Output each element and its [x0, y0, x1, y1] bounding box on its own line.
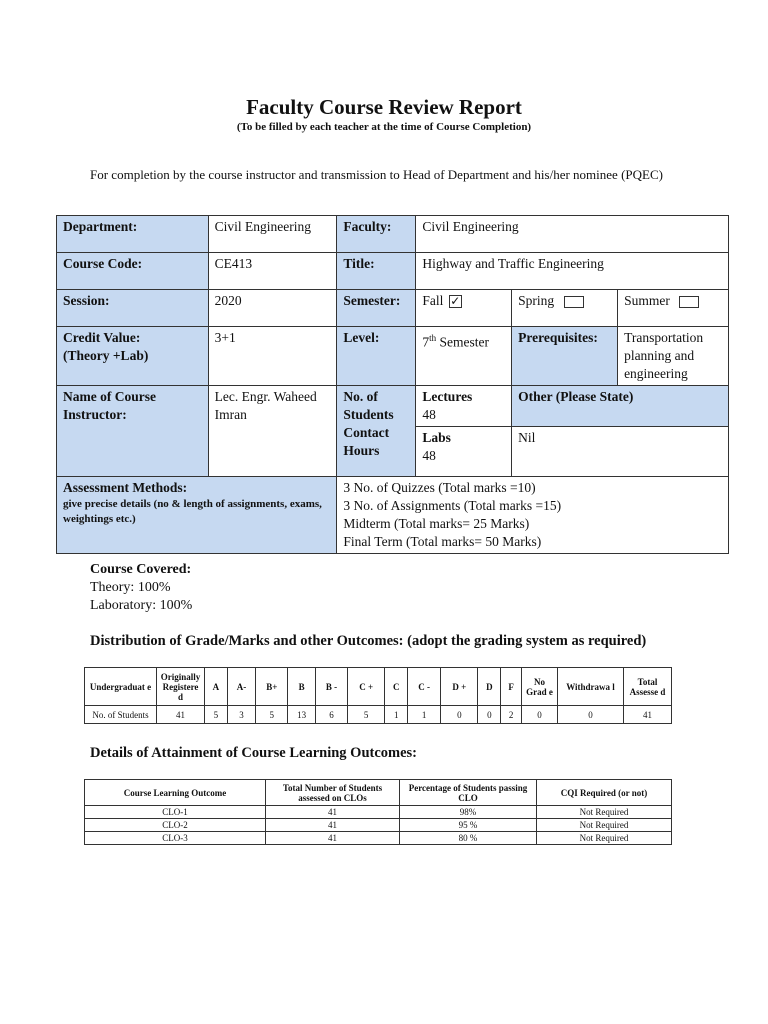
credit-value: 3+1 [208, 327, 337, 386]
grade-cell: 41 [624, 706, 672, 724]
grade-header: D [478, 668, 501, 706]
department-value: Civil Engineering [208, 216, 337, 253]
other-label: Other (Please State) [512, 386, 729, 427]
assessment-hint: give precise details (no & length of assignments, exams, weightings etc.) [63, 498, 322, 525]
title-label: Title: [337, 253, 416, 290]
instructor-label: Name of Course Instructor: [57, 386, 209, 477]
grade-cell: 2 [501, 706, 522, 724]
grade-cell: 5 [205, 706, 228, 724]
report-title: Faculty Course Review Report [246, 95, 522, 119]
intro-text: For completion by the course instructor and transmission to Head of Department and his/her nominee (PQEC) [90, 167, 663, 182]
clo-cell: CLO-2 [85, 819, 266, 832]
clo-table [84, 779, 672, 845]
clo-header: Course Learning Outcome [85, 780, 266, 806]
session-label: Session: [57, 290, 209, 327]
students-hours-label: No. of Students Contact Hours [337, 386, 416, 477]
spring-checkbox[interactable] [564, 296, 584, 308]
labs-label: Labs [422, 430, 451, 445]
grade-cell: 5 [348, 706, 385, 724]
assessment-line: 3 No. of Quizzes (Total marks =10) [343, 480, 536, 495]
clo-cell: 95 % [400, 819, 537, 832]
table-row [85, 806, 672, 819]
grade-header: C + [348, 668, 385, 706]
grade-header: B+ [256, 668, 288, 706]
clo-header: Percentage of Students passing CLO [400, 780, 537, 806]
grade-cell: 13 [288, 706, 316, 724]
assessment-line: 3 No. of Assignments (Total marks =15) [343, 498, 562, 513]
level-suffix: th [429, 333, 437, 343]
clo-heading: Details of Attainment of Course Learning Outcomes: [90, 745, 418, 761]
department-label: Department: [57, 216, 209, 253]
level-number: 7 [422, 334, 430, 350]
credit-label-line1: Credit Value: [63, 330, 141, 345]
grade-cell: 1 [385, 706, 408, 724]
report-subtitle: (To be filled by each teacher at the time of Course Completion) [236, 121, 532, 133]
clo-cell: CLO-3 [85, 832, 266, 845]
semester-fall-label: Fall [422, 293, 444, 308]
level-value [416, 327, 512, 386]
table-row [85, 819, 672, 832]
grade-cell: 0 [478, 706, 501, 724]
clo-cell: Not Required [537, 819, 672, 832]
grade-cell: 5 [256, 706, 288, 724]
lectures-cell [416, 386, 512, 427]
grade-cell: 6 [315, 706, 347, 724]
grade-distribution-table [84, 667, 672, 724]
grade-header: C - [408, 668, 441, 706]
table-row [85, 706, 672, 724]
session-value: 2020 [208, 290, 337, 327]
assessment-label: Assessment Methods: [63, 480, 188, 495]
clo-cell: CLO-1 [85, 806, 266, 819]
other-value: Nil [512, 427, 729, 477]
faculty-label: Faculty: [337, 216, 416, 253]
assessment-label-cell [57, 477, 337, 554]
clo-cell: 80 % [400, 832, 537, 845]
grade-header: Originally Registere d [157, 668, 205, 706]
table-row [85, 832, 672, 845]
grade-header: No Grad e [522, 668, 558, 706]
grade-header: Withdrawa l [558, 668, 624, 706]
semester-spring-cell [512, 290, 618, 327]
grade-cell: 0 [522, 706, 558, 724]
grade-header: C [385, 668, 408, 706]
lectures-value: 48 [422, 407, 436, 422]
semester-summer-cell [618, 290, 729, 327]
credit-label-line2: (Theory +Lab) [63, 348, 149, 363]
grade-cell: 41 [157, 706, 205, 724]
assessment-line: Final Term (Total marks= 50 Marks) [343, 534, 542, 549]
course-code-value: CE413 [208, 253, 337, 290]
clo-header: Total Number of Students assessed on CLOs [266, 780, 400, 806]
level-label: Level: [337, 327, 416, 386]
semester-summer-label: Summer [624, 293, 670, 308]
labs-cell [416, 427, 512, 477]
semester-fall-cell [416, 290, 512, 327]
assessment-line: Midterm (Total marks= 25 Marks) [343, 516, 530, 531]
clo-cell: 41 [266, 832, 400, 845]
instructor-value: Lec. Engr. Waheed Imran [208, 386, 337, 477]
labs-value: 48 [422, 448, 436, 463]
prerequisites-value: Transportation planning and engineering [618, 327, 729, 386]
clo-cell: 41 [266, 819, 400, 832]
distribution-heading: Distribution of Grade/Marks and other Outcomes: (adopt the grading system as required) [90, 633, 647, 649]
grade-header: D + [441, 668, 478, 706]
grade-header: F [501, 668, 522, 706]
clo-cell: 41 [266, 806, 400, 819]
theory-coverage: Theory: 100% [90, 580, 171, 595]
clo-cell: 98% [400, 806, 537, 819]
faculty-value: Civil Engineering [416, 216, 729, 253]
credit-label [57, 327, 209, 386]
course-code-label: Course Code: [57, 253, 209, 290]
semester-spring-label: Spring [518, 293, 555, 308]
grade-header: A- [227, 668, 256, 706]
grade-cell: No. of Students [85, 706, 157, 724]
clo-header: CQI Required (or not) [537, 780, 672, 806]
grade-cell: 1 [408, 706, 441, 724]
grade-cell: 0 [441, 706, 478, 724]
assessment-details [337, 477, 729, 554]
lab-coverage: Laboratory: 100% [90, 598, 193, 613]
prerequisites-label: Prerequisites: [512, 327, 618, 386]
grade-header: A [205, 668, 228, 706]
course-info-table [56, 215, 729, 554]
lectures-label: Lectures [422, 389, 473, 404]
summer-checkbox[interactable] [679, 296, 699, 308]
grade-cell: 0 [558, 706, 624, 724]
clo-cell: Not Required [537, 806, 672, 819]
grade-header: Undergraduat e [85, 668, 157, 706]
grade-cell: 3 [227, 706, 256, 724]
grade-header: B [288, 668, 316, 706]
grade-header: Total Assesse d [624, 668, 672, 706]
course-covered-heading: Course Covered: [90, 562, 192, 577]
grade-header: B - [315, 668, 347, 706]
fall-checkbox[interactable]: ✓ [450, 294, 461, 309]
title-value: Highway and Traffic Engineering [416, 253, 729, 290]
level-rest: Semester [436, 334, 489, 350]
semester-label: Semester: [337, 290, 416, 327]
clo-cell: Not Required [537, 832, 672, 845]
